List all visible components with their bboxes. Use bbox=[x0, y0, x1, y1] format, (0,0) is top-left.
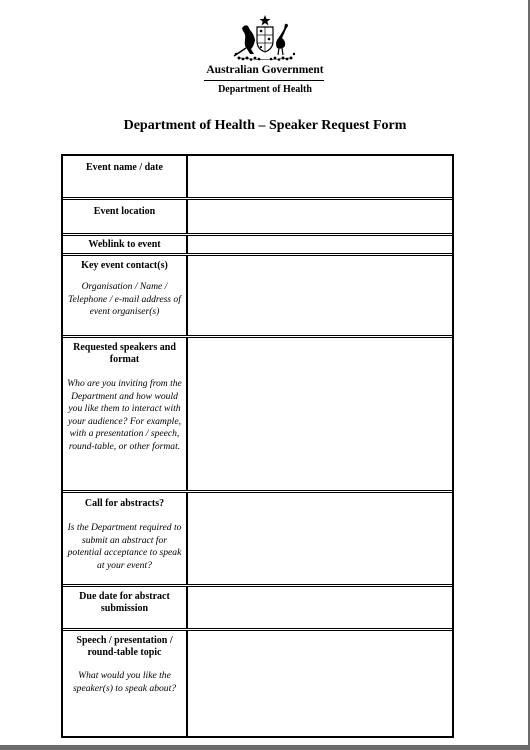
field-note: Who are you inviting from the Department and how would you like them to interact with your audience? For example, with a presentation / speech, round-table, or other format. bbox=[67, 378, 182, 452]
field-label-cell bbox=[63, 338, 188, 490]
field-label-cell bbox=[63, 236, 188, 253]
field-label-cell bbox=[63, 156, 188, 197]
coat-of-arms-icon bbox=[230, 14, 300, 62]
field-label-cell bbox=[63, 200, 188, 233]
speaker-request-table bbox=[61, 154, 454, 738]
field-note: Organisation / Name / Telephone / e-mail address of event organiser(s) bbox=[68, 281, 181, 317]
field-label: Speech / presentation / round-table topic bbox=[76, 635, 173, 658]
field-label-cell bbox=[63, 587, 188, 628]
table-row bbox=[63, 587, 452, 631]
field-label-cell bbox=[63, 631, 188, 736]
table-row bbox=[63, 156, 452, 200]
field-label: Call for abstracts? bbox=[84, 498, 165, 509]
field-label-cell bbox=[63, 256, 188, 335]
form-title: Department of Health – Speaker Request Form bbox=[123, 118, 407, 133]
event-location-field[interactable] bbox=[188, 200, 452, 233]
field-label: Weblink to event bbox=[88, 239, 161, 250]
table-row bbox=[63, 256, 452, 338]
table-row bbox=[63, 493, 452, 587]
field-label: Event location bbox=[93, 206, 156, 217]
header-divider bbox=[204, 80, 324, 81]
field-note: What would you like the speaker(s) to speak about? bbox=[72, 670, 177, 694]
table-row bbox=[63, 631, 452, 736]
call-for-abstracts-field[interactable] bbox=[188, 493, 452, 584]
weblink-field[interactable] bbox=[188, 236, 452, 253]
field-label: Key event contact(s) bbox=[81, 260, 168, 271]
government-name: Australian Government bbox=[206, 64, 324, 76]
abstract-due-date-field[interactable] bbox=[188, 587, 452, 628]
field-label-cell bbox=[63, 493, 188, 584]
field-label: Due date for abstract submission bbox=[79, 591, 170, 614]
field-label: Event name / date bbox=[86, 162, 163, 173]
table-row bbox=[63, 338, 452, 493]
field-note: Is the Department required to submit an abstract for potential acceptance to speak at your event? bbox=[67, 522, 182, 571]
table-row bbox=[63, 200, 452, 236]
key-contacts-field[interactable] bbox=[188, 256, 452, 335]
department-name: Department of Health bbox=[218, 84, 312, 95]
table-row bbox=[63, 236, 452, 256]
speech-topic-field[interactable] bbox=[188, 631, 452, 736]
requested-speakers-field[interactable] bbox=[188, 338, 452, 490]
page-edge-bottom bbox=[0, 745, 530, 750]
event-name-date-field[interactable] bbox=[188, 156, 452, 197]
field-label: Requested speakers and format bbox=[73, 342, 176, 365]
